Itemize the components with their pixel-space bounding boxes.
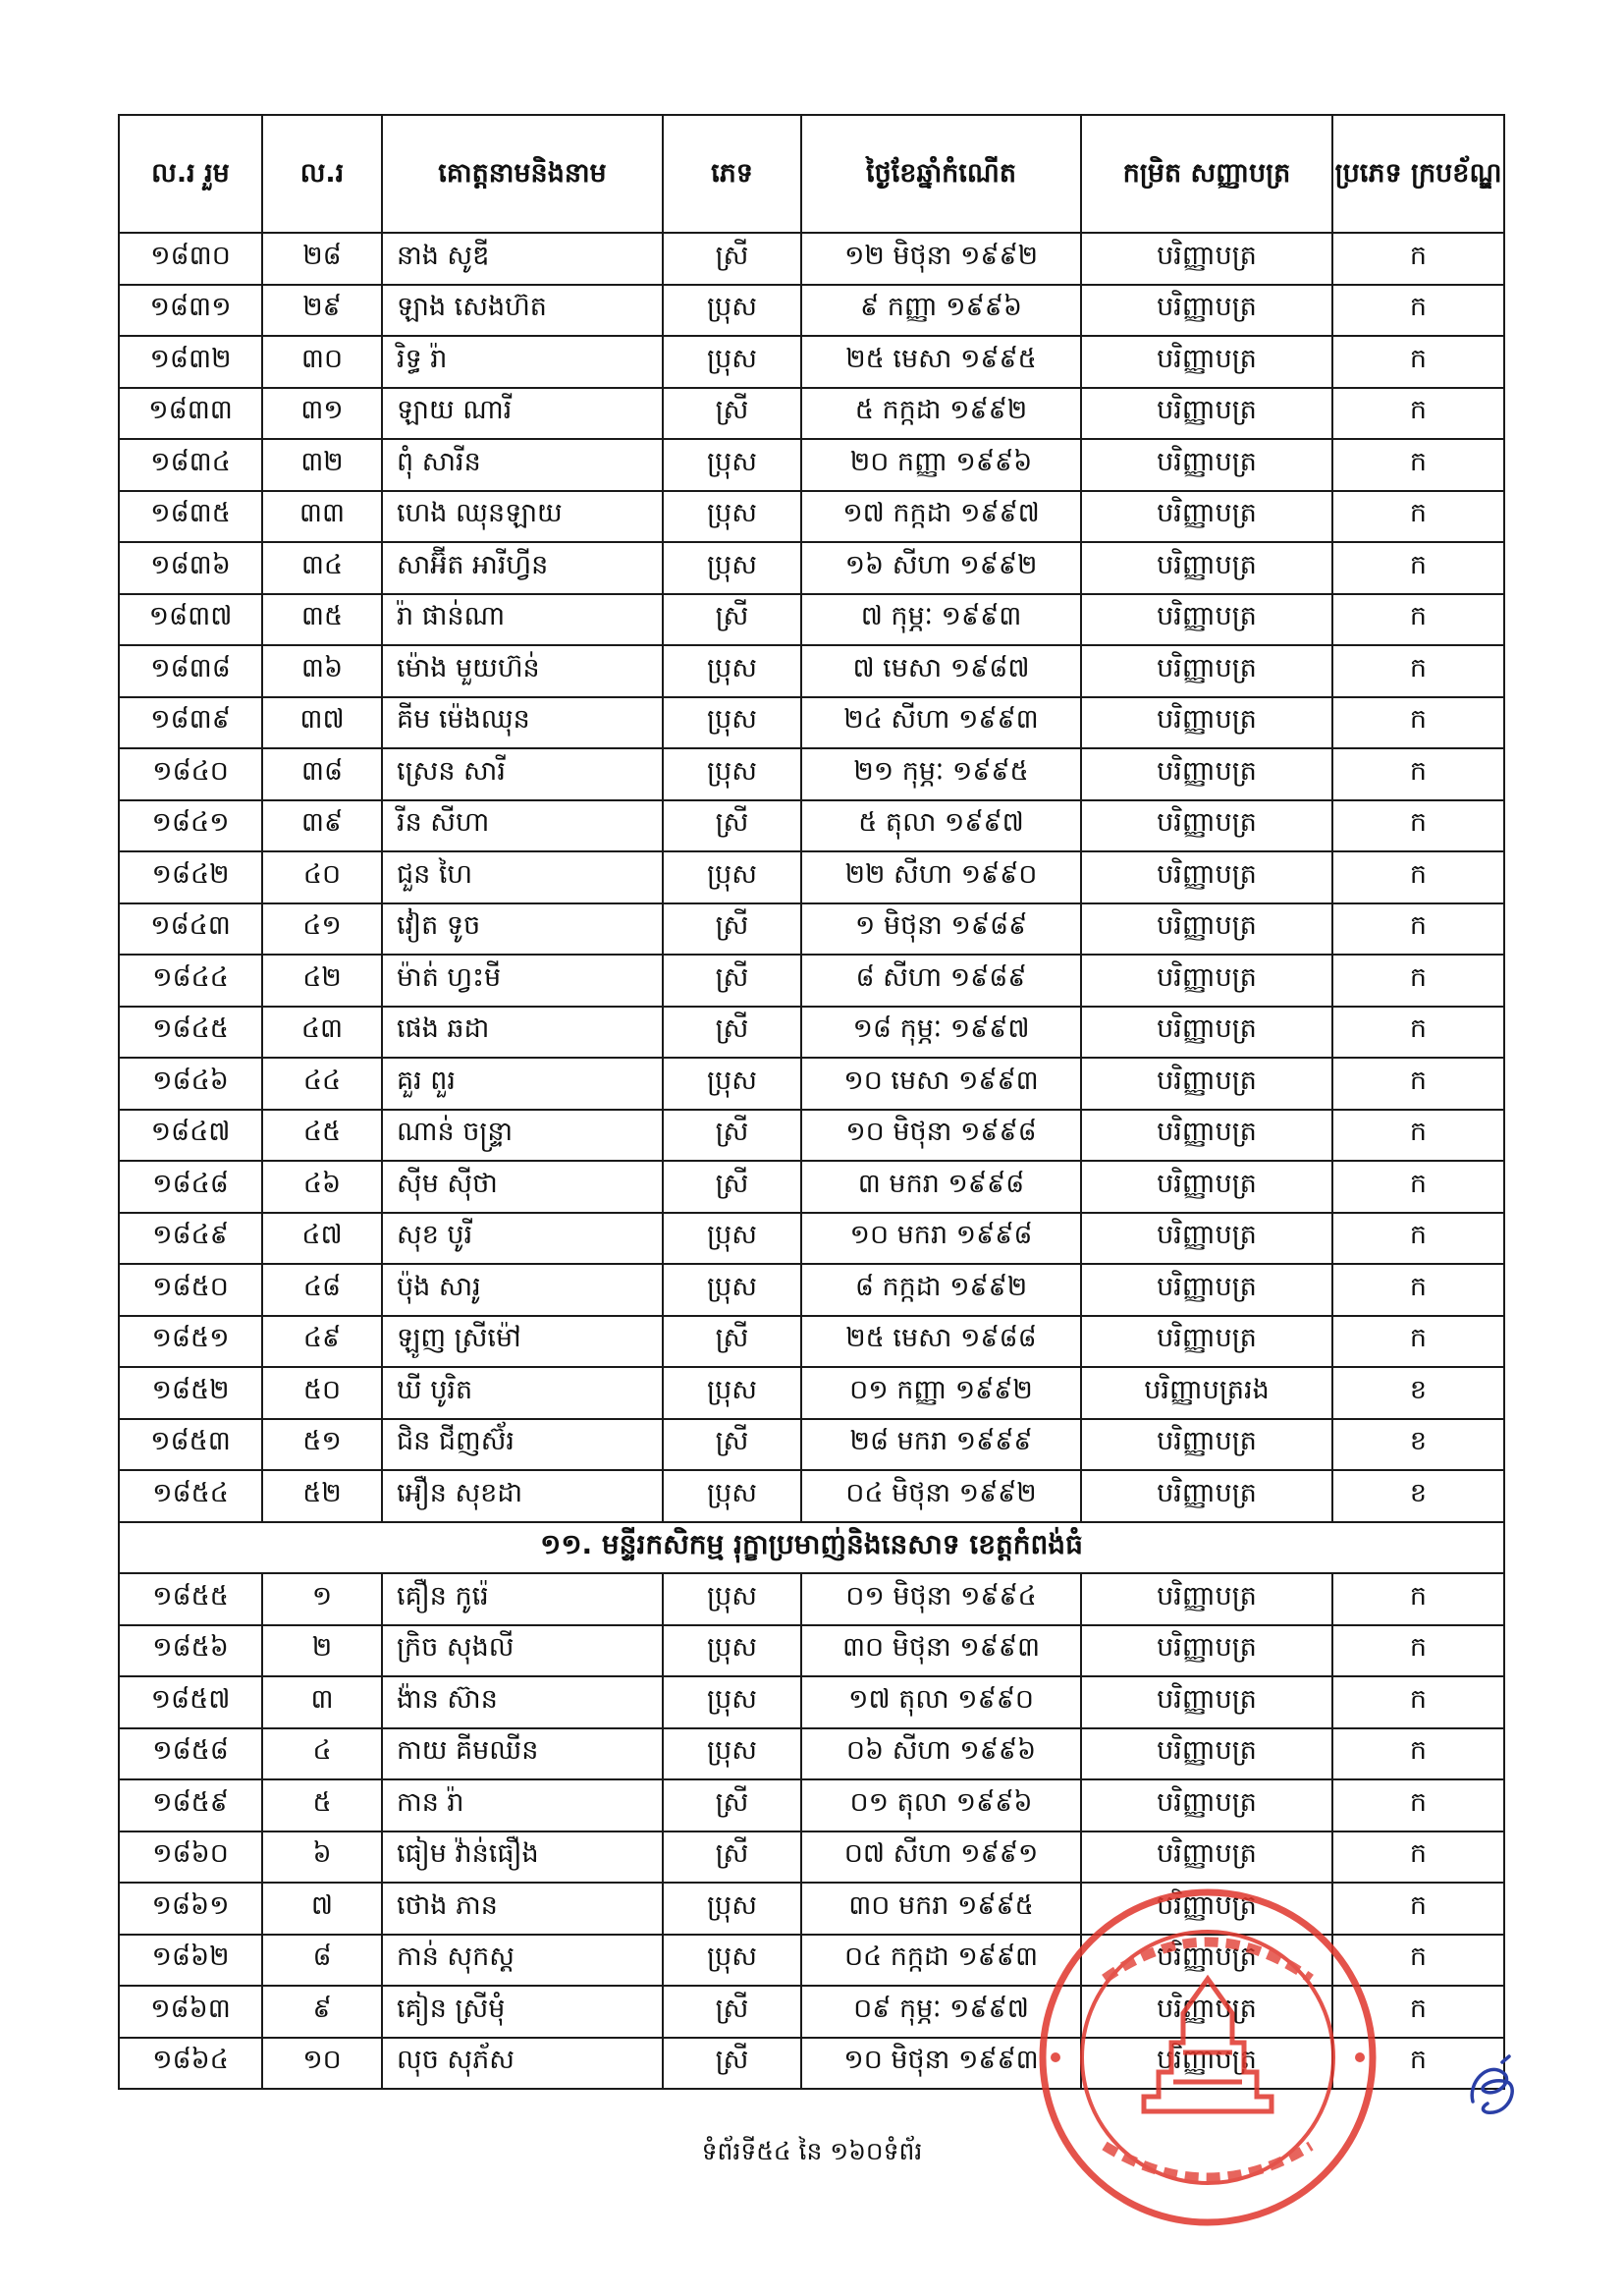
table-row — [119, 1676, 1504, 1728]
column-header: កម្រិត សញ្ញាបត្រ — [1081, 115, 1332, 233]
table-cell: បរិញ្ញាបត្រ — [1081, 388, 1332, 440]
table-cell: ០៤ កក្កដា ១៩៩៣ — [801, 1935, 1081, 1987]
table-cell: ១៨៥៥ — [119, 1573, 262, 1625]
table-cell: បរិញ្ញាបត្រ — [1081, 800, 1332, 852]
table-cell: ១៨៦១ — [119, 1883, 262, 1935]
angkor-temple-emblem-icon — [1144, 1979, 1272, 2111]
table-cell: ក — [1332, 645, 1504, 697]
table-cell: ១៨៥៣ — [119, 1419, 262, 1471]
table-cell: វៀត ទូច — [382, 903, 663, 956]
table-cell: ១៨៤០ — [119, 748, 262, 800]
table-cell: ក — [1332, 439, 1504, 491]
table-row — [119, 1110, 1504, 1162]
table-cell: ប្រុស — [663, 1625, 801, 1677]
table-cell: ៣ — [262, 1676, 382, 1728]
table-cell: ស្រី — [663, 1110, 801, 1162]
table-cell: ជិន ជីញស៊័រ — [382, 1419, 663, 1471]
table-cell: ២០ កញ្ញា ១៩៩៦ — [801, 439, 1081, 491]
table-cell: ឡូញ ស្រីម៉ៅ — [382, 1316, 663, 1368]
table-cell: ៤៣ — [262, 1007, 382, 1059]
table-row — [119, 1470, 1504, 1522]
table-cell: ១០ — [262, 2038, 382, 2090]
table-cell: ប្រុស — [663, 1728, 801, 1780]
table-cell: ៤១ — [262, 903, 382, 956]
table-cell: បរិញ្ញាបត្រ — [1081, 1831, 1332, 1884]
table-row — [119, 1779, 1504, 1831]
table-cell: បរិញ្ញាបត្រ — [1081, 2038, 1332, 2090]
table-cell: ក — [1332, 955, 1504, 1007]
table-cell: ក — [1332, 336, 1504, 388]
table-cell: ៤២ — [262, 955, 382, 1007]
table-cell: ៥ — [262, 1779, 382, 1831]
table-cell: បរិញ្ញាបត្រ — [1081, 955, 1332, 1007]
table-cell: បរិញ្ញាបត្រ — [1081, 1110, 1332, 1162]
table-cell: ១០ មេសា ១៩៩៣ — [801, 1058, 1081, 1110]
table-row — [119, 1161, 1504, 1213]
table-cell: នាង សូឌី — [382, 233, 663, 285]
table-cell: ក — [1332, 1986, 1504, 2038]
table-cell: ១៨៦២ — [119, 1935, 262, 1987]
table-cell: ក — [1332, 1883, 1504, 1935]
table-cell: ១២ មិថុនា ១៩៩២ — [801, 233, 1081, 285]
table-cell: ១៨៣២ — [119, 336, 262, 388]
table-cell: ប្រុស — [663, 1058, 801, 1110]
table-cell: បរិញ្ញាបត្រ — [1081, 439, 1332, 491]
official-seal-stamp — [1036, 1886, 1380, 2229]
table-row — [119, 903, 1504, 956]
table-cell: បរិញ្ញាបត្រ — [1081, 594, 1332, 646]
table-cell: ៣ មករា ១៩៩៨ — [801, 1161, 1081, 1213]
table-cell: រិទ្ធ រ៉ា — [382, 336, 663, 388]
table-cell: ១៨៣៤ — [119, 439, 262, 491]
table-cell: ២៩ — [262, 285, 382, 337]
table-cell: ៣០ — [262, 336, 382, 388]
table-cell: លុច សុភ័ស — [382, 2038, 663, 2090]
section-header-row — [119, 1522, 1504, 1574]
table-cell: ១០ មិថុនា ១៩៩៨ — [801, 1110, 1081, 1162]
table-cell: ក — [1332, 1058, 1504, 1110]
table-cell: ឡាយ ណារី — [382, 388, 663, 440]
table-cell: ក — [1332, 1573, 1504, 1625]
table-cell: ៤០ — [262, 851, 382, 903]
table-cell: បរិញ្ញាបត្រ — [1081, 542, 1332, 594]
table-cell: ក្រិច សុងលី — [382, 1625, 663, 1677]
table-cell: ៣៣ — [262, 491, 382, 543]
table-row — [119, 594, 1504, 646]
table-cell: បរិញ្ញាបត្រ — [1081, 233, 1332, 285]
table-row — [119, 388, 1504, 440]
table-row — [119, 439, 1504, 491]
table-cell: ១៨៤៧ — [119, 1110, 262, 1162]
table-cell: ៣៥ — [262, 594, 382, 646]
table-cell: ស្រី — [663, 1161, 801, 1213]
table-row — [119, 851, 1504, 903]
table-cell: បរិញ្ញាបត្រ — [1081, 1419, 1332, 1471]
table-cell: ១៨៥៤ — [119, 1470, 262, 1522]
table-cell: ក — [1332, 1007, 1504, 1059]
table-cell: គឿន កូរ៉េ — [382, 1573, 663, 1625]
table-cell: បរិញ្ញាបត្រ — [1081, 1779, 1332, 1831]
table-row — [119, 1573, 1504, 1625]
table-cell: សាអ៊ីត អារីហ្វីន — [382, 542, 663, 594]
table-cell: ៣៨ — [262, 748, 382, 800]
table-cell: ៨ សីហា ១៩៨៩ — [801, 955, 1081, 1007]
table-cell: ២២ សីហា ១៩៩០ — [801, 851, 1081, 903]
table-cell: ស្រី — [663, 1779, 801, 1831]
table-cell: ប្រុស — [663, 1935, 801, 1987]
table-cell: ក — [1332, 748, 1504, 800]
table-cell: ៨ កក្កដា ១៩៩២ — [801, 1264, 1081, 1316]
table-cell: បរិញ្ញាបត្រ — [1081, 1883, 1332, 1935]
table-row — [119, 1367, 1504, 1419]
table-cell: កាន់ សុកស្ត — [382, 1935, 663, 1987]
table-row — [119, 1728, 1504, 1780]
table-cell: ៩ កញ្ញា ១៩៩៦ — [801, 285, 1081, 337]
table-cell: ៣០ មករា ១៩៩៥ — [801, 1883, 1081, 1935]
table-cell: ០៩ កុម្ភៈ ១៩៩៧ — [801, 1986, 1081, 2038]
table-cell: ១៨៣៧ — [119, 594, 262, 646]
table-cell: បរិញ្ញាបត្រ — [1081, 1264, 1332, 1316]
table-cell: ១ — [262, 1573, 382, 1625]
table-cell: ៣៦ — [262, 645, 382, 697]
table-cell: ១៨៣១ — [119, 285, 262, 337]
table-row — [119, 1625, 1504, 1677]
table-cell: ម៉ោង មួយហ៊ន់ — [382, 645, 663, 697]
table-cell: ឃី បូរិត — [382, 1367, 663, 1419]
table-cell: ក — [1332, 1316, 1504, 1368]
table-cell: ០១ តុលា ១៩៩៦ — [801, 1779, 1081, 1831]
table-cell: ១៨៥៧ — [119, 1676, 262, 1728]
table-cell: បរិញ្ញាបត្រ — [1081, 1161, 1332, 1213]
table-cell: ១៨៣៥ — [119, 491, 262, 543]
table-cell: ក — [1332, 1625, 1504, 1677]
table-cell: ៤ — [262, 1728, 382, 1780]
table-cell: ឡាង សេងហ៊ត — [382, 285, 663, 337]
table-cell: ៤៨ — [262, 1264, 382, 1316]
table-header-row — [119, 115, 1504, 233]
table-cell: ៤៦ — [262, 1161, 382, 1213]
table-cell: ក — [1332, 594, 1504, 646]
table-cell: ៤៤ — [262, 1058, 382, 1110]
table-cell: ២១ កុម្ភៈ ១៩៩៥ — [801, 748, 1081, 800]
table-cell: បរិញ្ញាបត្រ — [1081, 1007, 1332, 1059]
table-cell: ៨ — [262, 1935, 382, 1987]
table-cell: ០៦ សីហា ១៩៩៦ — [801, 1728, 1081, 1780]
table-cell: ថោង ភាន — [382, 1883, 663, 1935]
table-cell: បរិញ្ញាបត្រ — [1081, 903, 1332, 956]
table-cell: ប្រុស — [663, 1264, 801, 1316]
table-cell: បរិញ្ញាបត្រ — [1081, 336, 1332, 388]
table-cell: ក — [1332, 2038, 1504, 2090]
table-cell: ស្រី — [663, 1986, 801, 2038]
table-cell: ក — [1332, 491, 1504, 543]
table-cell: ១៧ តុលា ១៩៩០ — [801, 1676, 1081, 1728]
table-cell: ១៨៥១ — [119, 1316, 262, 1368]
table-cell: ០៧ សីហា ១៩៩១ — [801, 1831, 1081, 1884]
table-cell: ប្រុស — [663, 1676, 801, 1728]
table-row — [119, 697, 1504, 749]
table-cell: បរិញ្ញាបត្ររង — [1081, 1367, 1332, 1419]
table-row — [119, 1007, 1504, 1059]
table-row — [119, 1058, 1504, 1110]
table-cell: ៧ មេសា ១៩៨៧ — [801, 645, 1081, 697]
section-title: ១១. មន្ទីរកសិកម្ម រុក្ខាប្រមាញ់និងនេសាទ ខេត្តកំពង់ធំ — [119, 1522, 1504, 1574]
roster-table — [118, 114, 1505, 2090]
table-cell: ៣៩ — [262, 800, 382, 852]
table-cell: ស្រី — [663, 955, 801, 1007]
table-cell: ១៨៥៦ — [119, 1625, 262, 1677]
table-row — [119, 1831, 1504, 1884]
table-cell: ក — [1332, 851, 1504, 903]
table-cell: ១ មិថុនា ១៩៨៩ — [801, 903, 1081, 956]
table-row — [119, 336, 1504, 388]
table-cell: ក — [1332, 1676, 1504, 1728]
table-cell: ប្រុស — [663, 542, 801, 594]
table-cell: បរិញ្ញាបត្រ — [1081, 1470, 1332, 1522]
table-cell: ២៨ — [262, 233, 382, 285]
table-row — [119, 1213, 1504, 1265]
table-cell: ៤៩ — [262, 1316, 382, 1368]
table-cell: ០១ កញ្ញា ១៩៩២ — [801, 1367, 1081, 1419]
table-cell: ស្រី — [663, 1831, 801, 1884]
table-cell: ប្រុស — [663, 491, 801, 543]
column-header: ថ្ងៃខែឆ្នាំកំណើត — [801, 115, 1081, 233]
table-cell: ស្រី — [663, 594, 801, 646]
table-cell: ៣៤ — [262, 542, 382, 594]
table-cell: ១០ មករា ១៩៩៨ — [801, 1213, 1081, 1265]
table-cell: បរិញ្ញាបត្រ — [1081, 1676, 1332, 1728]
table-cell: ១៨៤៨ — [119, 1161, 262, 1213]
table-cell: ១០ មិថុនា ១៩៩៣ — [801, 2038, 1081, 2090]
table-cell: ពុំ សារីន — [382, 439, 663, 491]
table-cell: ១៨៥៩ — [119, 1779, 262, 1831]
table-row — [119, 955, 1504, 1007]
table-cell: ៣២ — [262, 439, 382, 491]
table-cell: កាន រ៉ា — [382, 1779, 663, 1831]
table-cell: បរិញ្ញាបត្រ — [1081, 1213, 1332, 1265]
table-cell: ខ — [1332, 1367, 1504, 1419]
table-cell: ១៨៣៨ — [119, 645, 262, 697]
table-cell: ខ — [1332, 1470, 1504, 1522]
table-cell: ម៉ាត់ ហ្វះមី — [382, 955, 663, 1007]
table-cell: ១៨៤១ — [119, 800, 262, 852]
table-cell: ប្រុស — [663, 439, 801, 491]
table-cell: បរិញ្ញាបត្រ — [1081, 491, 1332, 543]
page-number: ទំព័រទី៥៤ នៃ ១៦០ទំព័រ — [701, 2137, 923, 2165]
table-cell: ង៉ាន ស៊ាន — [382, 1676, 663, 1728]
table-cell: ១៨៤៤ — [119, 955, 262, 1007]
column-header: ល.រ — [262, 115, 382, 233]
table-cell: បរិញ្ញាបត្រ — [1081, 748, 1332, 800]
table-cell: ផេង ឆដា — [382, 1007, 663, 1059]
table-cell: ក — [1332, 233, 1504, 285]
table-row — [119, 748, 1504, 800]
table-cell: ប្រុស — [663, 336, 801, 388]
table-row — [119, 1316, 1504, 1368]
table-cell: បរិញ្ញាបត្រ — [1081, 1986, 1332, 2038]
table-cell: សុខ បូរី — [382, 1213, 663, 1265]
table-cell: ស្រេន សារី — [382, 748, 663, 800]
table-cell: ៥១ — [262, 1419, 382, 1471]
table-cell: ស្រី — [663, 1419, 801, 1471]
table-cell: ប្រុស — [663, 1883, 801, 1935]
table-cell: ១៨៣៣ — [119, 388, 262, 440]
table-cell: ក — [1332, 697, 1504, 749]
table-cell: ១៦ សីហា ១៩៩២ — [801, 542, 1081, 594]
table-cell: ក — [1332, 285, 1504, 337]
table-cell: ២៨ មករា ១៩៩៩ — [801, 1419, 1081, 1471]
table-cell: ប្រុស — [663, 285, 801, 337]
table-cell: ប្រុស — [663, 748, 801, 800]
table-cell: ១៨៥២ — [119, 1367, 262, 1419]
table-row — [119, 1264, 1504, 1316]
table-cell: ក — [1332, 1110, 1504, 1162]
table-cell: ១៨៤៣ — [119, 903, 262, 956]
table-cell: ស្រី — [663, 388, 801, 440]
table-row — [119, 800, 1504, 852]
table-cell: ១៨ កុម្ភៈ ១៩៩៧ — [801, 1007, 1081, 1059]
table-cell: ប៉ុង សារូ — [382, 1264, 663, 1316]
column-header: ល.រ រួម — [119, 115, 262, 233]
table-cell: ក — [1332, 1728, 1504, 1780]
table-cell: ១៨៣០ — [119, 233, 262, 285]
table-row — [119, 491, 1504, 543]
table-cell: បរិញ្ញាបត្រ — [1081, 851, 1332, 903]
table-cell: ធៀម វ៉ាន់ធឿង — [382, 1831, 663, 1884]
signature-mark — [1458, 2052, 1527, 2121]
table-row — [119, 645, 1504, 697]
table-cell: ២៥ មេសា ១៩៩៥ — [801, 336, 1081, 388]
table-cell: ប្រុស — [663, 1573, 801, 1625]
table-cell: ៧ កុម្ភៈ ១៩៩៣ — [801, 594, 1081, 646]
table-cell: ហេង ឈុនឡាយ — [382, 491, 663, 543]
table-cell: បរិញ្ញាបត្រ — [1081, 1728, 1332, 1780]
table-cell: ៣១ — [262, 388, 382, 440]
table-cell: ២៥ មេសា ១៩៨៨ — [801, 1316, 1081, 1368]
table-row — [119, 285, 1504, 337]
table-cell: ប្រុស — [663, 697, 801, 749]
table-cell: ក — [1332, 903, 1504, 956]
table-cell: ៥ កក្កដា ១៩៩២ — [801, 388, 1081, 440]
table-cell: ៤៧ — [262, 1213, 382, 1265]
table-cell: ៣០ មិថុនា ១៩៩៣ — [801, 1625, 1081, 1677]
table-cell: ស្រី — [663, 1007, 801, 1059]
table-cell: ១៨៦៤ — [119, 2038, 262, 2090]
table-cell: ៥២ — [262, 1470, 382, 1522]
table-cell: ក — [1332, 1831, 1504, 1884]
table-cell: ១៨៣៩ — [119, 697, 262, 749]
table-cell: ប្រុស — [663, 1367, 801, 1419]
table-cell: ៥ តុលា ១៩៩៧ — [801, 800, 1081, 852]
table-cell: ប្រុស — [663, 645, 801, 697]
table-cell: រ៉ា ផាន់ណា — [382, 594, 663, 646]
table-row — [119, 233, 1504, 285]
table-cell: ស្រី — [663, 903, 801, 956]
table-cell: បរិញ្ញាបត្រ — [1081, 1625, 1332, 1677]
table-cell: ប្រុស — [663, 1213, 801, 1265]
table-cell: គៀន ស្រីមុំ — [382, 1986, 663, 2038]
table-cell: ស្រី — [663, 1316, 801, 1368]
table-cell: កាយ គីមឈីន — [382, 1728, 663, 1780]
table-cell: ប្រុស — [663, 851, 801, 903]
column-header: ភេទ — [663, 115, 801, 233]
table-cell: ០៤ មិថុនា ១៩៩២ — [801, 1470, 1081, 1522]
table-cell: ១៨៤៥ — [119, 1007, 262, 1059]
table-cell: ស្រី — [663, 233, 801, 285]
table-cell: ១៨៦៣ — [119, 1986, 262, 2038]
table-body — [119, 233, 1504, 2089]
table-cell: ក — [1332, 1779, 1504, 1831]
table-cell: ៤៥ — [262, 1110, 382, 1162]
table-cell: បរិញ្ញាបត្រ — [1081, 1935, 1332, 1987]
column-header: គោត្តនាមនិងនាម — [382, 115, 663, 233]
table-cell: ១៨៤៦ — [119, 1058, 262, 1110]
table-cell: ស្រី — [663, 800, 801, 852]
table-cell: ជួន ហៃ — [382, 851, 663, 903]
table-cell: បរិញ្ញាបត្រ — [1081, 645, 1332, 697]
table-row — [119, 542, 1504, 594]
table-cell: ១៨៥៨ — [119, 1728, 262, 1780]
table-cell: ១៨៤៩ — [119, 1213, 262, 1265]
table-cell: ៩ — [262, 1986, 382, 2038]
table-cell: ក — [1332, 1935, 1504, 1987]
table-cell: ៧ — [262, 1883, 382, 1935]
table-cell: ខ — [1332, 1419, 1504, 1471]
table-cell: ប្រុស — [663, 1470, 801, 1522]
table-cell: ១៨៥០ — [119, 1264, 262, 1316]
table-cell: បរិញ្ញាបត្រ — [1081, 1316, 1332, 1368]
table-cell: ក — [1332, 1213, 1504, 1265]
table-cell: ក — [1332, 388, 1504, 440]
table-cell: ១៨៤២ — [119, 851, 262, 903]
table-cell: អឿន សុខដា — [382, 1470, 663, 1522]
table-cell: បរិញ្ញាបត្រ — [1081, 1058, 1332, 1110]
table-cell: ៦ — [262, 1831, 382, 1884]
table-cell: ១៨៣៦ — [119, 542, 262, 594]
table-cell: ១៨៦០ — [119, 1831, 262, 1884]
table-cell: ណាន់ ចន្ទ្រា — [382, 1110, 663, 1162]
table-cell: រីន សីហា — [382, 800, 663, 852]
table-row — [119, 1419, 1504, 1471]
table-cell: ២៤ សីហា ១៩៩៣ — [801, 697, 1081, 749]
table-cell: ០១ មិថុនា ១៩៩៤ — [801, 1573, 1081, 1625]
table-cell: ១៧ កក្កដា ១៩៩៧ — [801, 491, 1081, 543]
table-cell: ស៊ីម ស៊ីថា — [382, 1161, 663, 1213]
table-cell: ក — [1332, 1161, 1504, 1213]
table-cell: ៣៧ — [262, 697, 382, 749]
table-cell: បរិញ្ញាបត្រ — [1081, 697, 1332, 749]
table-cell: ក — [1332, 1264, 1504, 1316]
table-cell: បរិញ្ញាបត្រ — [1081, 285, 1332, 337]
table-cell: ក — [1332, 542, 1504, 594]
table-cell: ក — [1332, 800, 1504, 852]
column-header: ប្រភេទ ក្របខ័ណ្ឌ — [1332, 115, 1504, 233]
table-cell: គួរ ពួរ — [382, 1058, 663, 1110]
table-cell: ២ — [262, 1625, 382, 1677]
table-cell: ស្រី — [663, 2038, 801, 2090]
table-cell: បរិញ្ញាបត្រ — [1081, 1573, 1332, 1625]
table-cell: ៥០ — [262, 1367, 382, 1419]
table-cell: គីម ម៉េងឈុន — [382, 697, 663, 749]
